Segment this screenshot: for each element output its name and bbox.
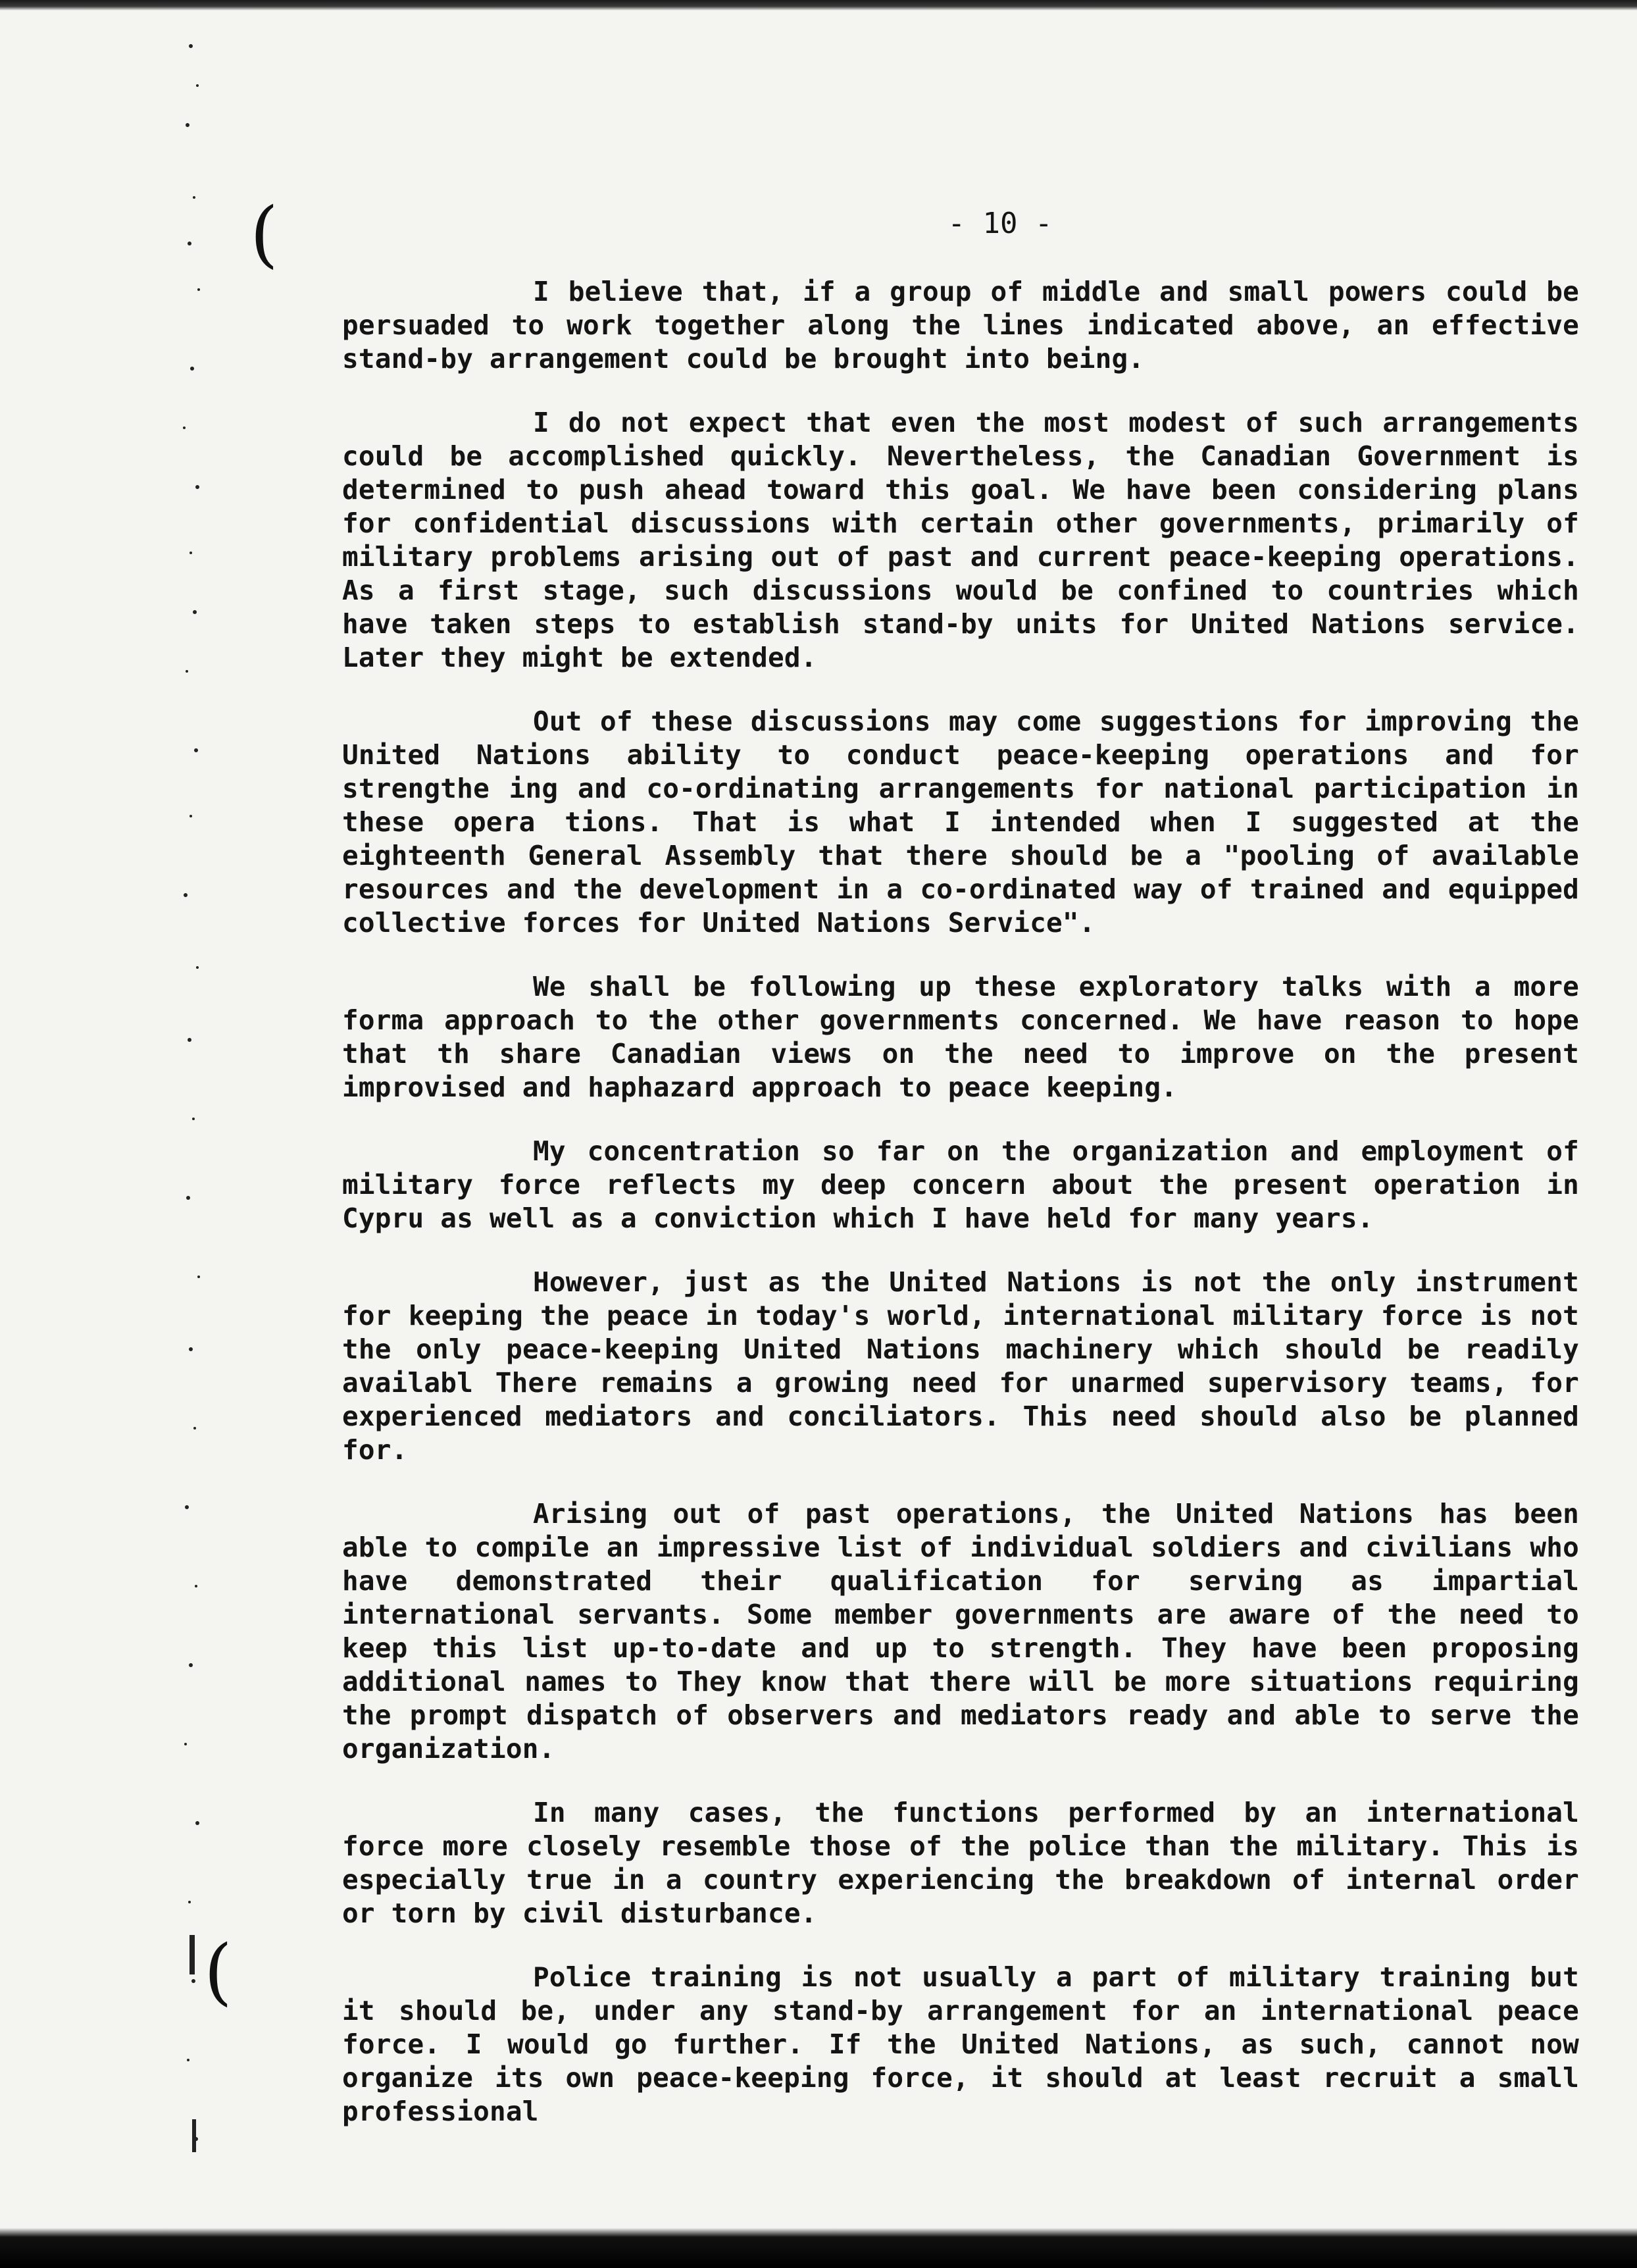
scan-edge-top xyxy=(0,0,1637,11)
binding-mark-bottom: ( xyxy=(204,1929,232,2013)
paragraph-8: In many cases, the functions performed by an international force more closely resemble those of the police than the military. This is especially true in a country experiencing the breakdown of internal order or torn by civil disturbance. xyxy=(342,1797,1579,1929)
paragraph-3: Out of these discussions may come suggestions for improving the United Nations ability to conduct peace-keeping operations and for strengthe ing and co-ordinating arrangements for national participation in these opera tions. That is what I intended when I suggested at the eighteenth General Assembly that there should be a "pooling of available resources and the development in a co-ordinated way of trained and equipped collective forces for United Nations Service". xyxy=(342,706,1579,939)
paragraph-6: However, just as the United Nations is not the only instrument for keeping the peace in today's world, international military force is not the only peace-keeping United Nations machinery which should be readily availabl There remains a growing need for unarmed supervisory teams, for experienced mediators and conciliators. This need should also be planned for. xyxy=(342,1266,1579,1466)
paragraph-2: I do not expect that even the most modest of such arrangements could be accomplished quickly. Nevertheless, the Canadian Government is determined to push ahead toward this goal. We have been considering plans for confidential discussions with certain other governments, primarily of military problems arising out of past and current peace-keeping operations. As a first stage, such discussions would be confined to countries which have taken steps to establish stand-by units for United Nations service. Later they might be extended. xyxy=(342,407,1579,673)
document-body xyxy=(342,275,1579,2159)
scan-edge-bottom xyxy=(0,2228,1637,2268)
paragraph-1: I believe that, if a group of middle and small powers could be persuaded to work together along the lines indicated above, an effective stand-by arrangement could be brought into being. xyxy=(342,276,1579,374)
margin-speckle xyxy=(151,26,243,2211)
paragraph-7: Arising out of past operations, the United Nations has been able to compile an impressive list of individual soldiers and civilians who have demonstrated their qualification for serving as impartial international servants. Some member governments are aware of the need to keep this list up-to-date and up to strength. They have been proposing additional names to They know that there will be more situations requiring the prompt dispatch of observers and mediators ready and able to serve the organization. xyxy=(342,1498,1579,1765)
paragraph-5: My concentration so far on the organization and employment of military force reflects my deep concern about the present operation in Cypru as well as a conviction which I have held for many years. xyxy=(342,1135,1579,1234)
page-number: - 10 - xyxy=(947,207,1053,240)
binding-mark-top: ( xyxy=(250,192,278,276)
paragraph-9: Police training is not usually a part of military training but it should be, under any stand-by arrangement for an international peace force. I would go further. If the United Nations, as such, cannot now organize its own peace-keeping force, it should at least recruit a small professional xyxy=(342,1961,1579,2127)
paragraph-4: We shall be following up these exploratory talks with a more forma approach to the other governments concerned. We have reason to hope that th share Canadian views on the need to improve on the present improvised and haphazard approach to peace keeping. xyxy=(342,971,1579,1103)
